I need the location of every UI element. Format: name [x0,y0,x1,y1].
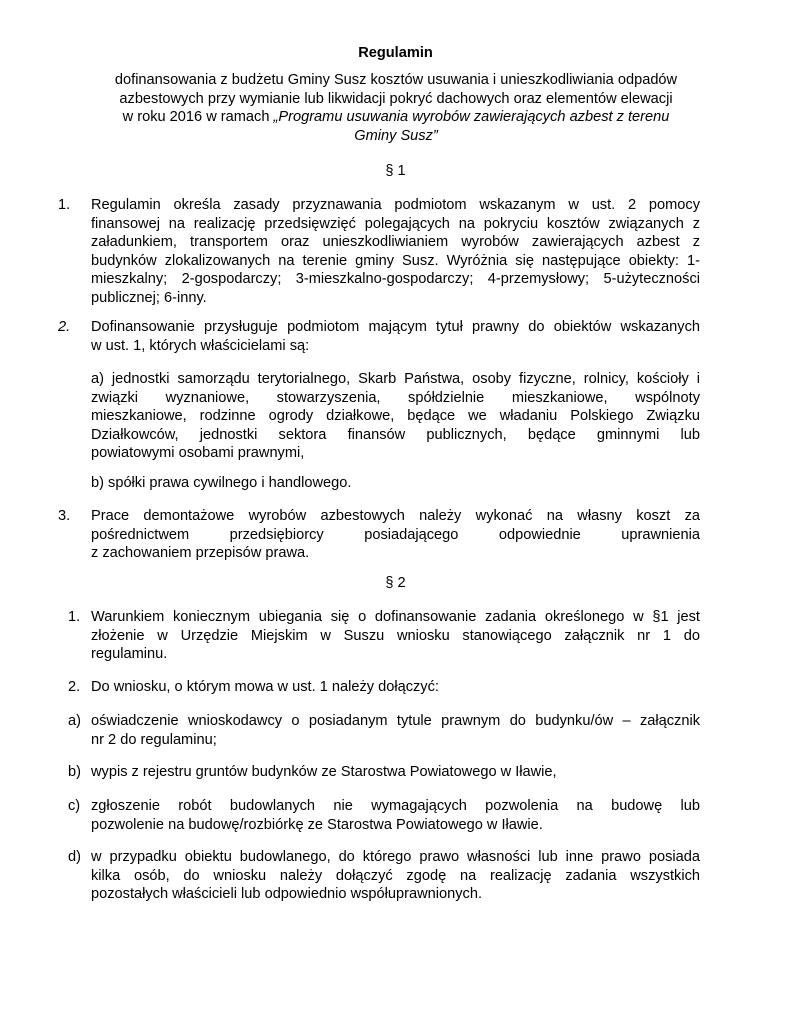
text-line: związki wyznaniowe, stowarzyszenia, spółdzielnie mieszkaniowe, wspólnoty [91,389,700,406]
item-number: 3. [58,508,71,524]
subtitle-program-name: „Programu usuwania wyrobów zawierających azbest z terenu [273,109,670,126]
text-line: kilka osób, do wniosku należy dołączyć zgodę na realizację zadania wszystkich [91,867,700,884]
text-line: finansowej na realizację przedsięwzięć polegających na pokryciu kosztów związanych z [91,215,700,232]
text-line: regulaminu. [91,646,168,663]
item-number: 1. [58,197,71,213]
item-number: b) [68,764,81,780]
text-line: mieszkaniowe, rodzinne ogrody działkowe, będące we władaniu Polskiego Związku [91,408,700,425]
text-line: a) jednostki samorządu terytorialnego, Skarb Państwa, osoby fizyczne, rolnicy, kościoły i [91,371,700,387]
item-text [91,763,700,782]
subtitle-line: azbestowych przy wymianie lub likwidacji pokryć dachowych oraz elementów elewacji [119,90,673,107]
text-line: w przypadku obiektu budowlanego, do którego prawo własności lub inne prawo posiada [91,849,700,865]
text-line: Regulamin określa zasady przyznawania podmiotom wskazanym w ust. 2 pomocy [91,197,700,213]
item-text [91,797,700,834]
section-1-item-2-subpoint-a [91,370,700,463]
text-line: Działkowców, jednostki sektora finansów publicznych, będące gminnymi lub [91,426,700,443]
text-line: złożenie w Urzędzie Miejskim w Suszu wniosku stanowiącego załącznik nr 1 do [91,627,700,644]
text-line: publicznej; 6-inny. [91,289,207,306]
item-text [91,196,700,308]
text-line: powiatowymi osobami prawnymi, [91,445,305,462]
text-line: Prace demontażowe wyrobów azbestowych należy wykonać na własny koszt za [91,508,700,524]
subtitle-line [90,108,702,127]
text-line: pozwolenie na budowę/rozbiórkę ze Starostwa Powiatowego w Iławie. [91,816,543,833]
document-subtitle [90,71,702,145]
item-text [91,507,700,563]
text-line: Warunkiem koniecznym ubiegania się o dofinansowanie zadania określonego w §1 jest [91,609,700,625]
text-line: oświadczenie wnioskodawcy o posiadanym tytule prawnym do budynku/ów – załącznik [91,713,700,729]
section-1-heading: § 1 [385,163,406,179]
text-line: b) spółki prawa cywilnego i handlowego. [91,475,352,491]
text-line: wypis z rejestru gruntów budynków ze Starostwa Powiatowego w Iławie, [91,764,557,780]
text-line: pozostałych właścicieli lub odpowiednio współuprawnionych. [91,886,483,903]
text-line: zgłoszenie robót budowlanych nie wymagających pozwolenia na budowę lub [91,798,700,814]
text-line: mieszkalny; 2-gospodarczy; 3-mieszkalno-gospodarczy; 4-przemysłowy; 5-użyteczności [91,271,700,288]
item-text [91,712,700,749]
item-number: 1. [68,609,81,625]
item-text [91,678,700,697]
item-number: a) [68,713,81,729]
text-line: budynków zlokalizowanych na terenie gminy Susz. Wyróżnia się następujące obiekty: 1- [91,252,700,269]
section-1-item-2-subpoint-b [91,474,700,493]
text-line: nr 2 do regulaminu; [91,731,217,748]
item-number: d) [68,849,81,865]
section-2-heading: § 2 [385,575,406,591]
item-text [91,848,700,904]
document-title: Regulamin [358,45,433,61]
subtitle-text: w roku 2016 w ramach [122,109,274,126]
item-number: c) [68,798,81,814]
text-line: Dofinansowanie przysługuje podmiotom mającym tytuł prawny do obiektów wskazanych [91,319,700,335]
text-line: z zachowaniem przepisów prawa. [91,545,310,562]
text-line: Do wniosku, o którym mowa w ust. 1 należy dołączyć: [91,679,439,695]
text-line: w ust. 1, których właścicielami są: [91,337,310,354]
item-text [91,318,700,355]
item-number: 2. [68,679,81,695]
text-line: pośrednictwem przedsiębiorcy posiadającego odpowiednie uprawnienia [91,526,700,543]
subtitle-program-name-end: Gminy Susz” [354,127,438,144]
subtitle-line: dofinansowania z budżetu Gminy Susz kosztów usuwania i unieszkodliwiania odpadów [114,72,678,88]
text-line: załadunkiem, transportem oraz unieszkodliwianiem wyrobów zawierających azbest z [91,234,700,251]
item-number: 2. [58,319,71,335]
item-text [91,608,700,664]
